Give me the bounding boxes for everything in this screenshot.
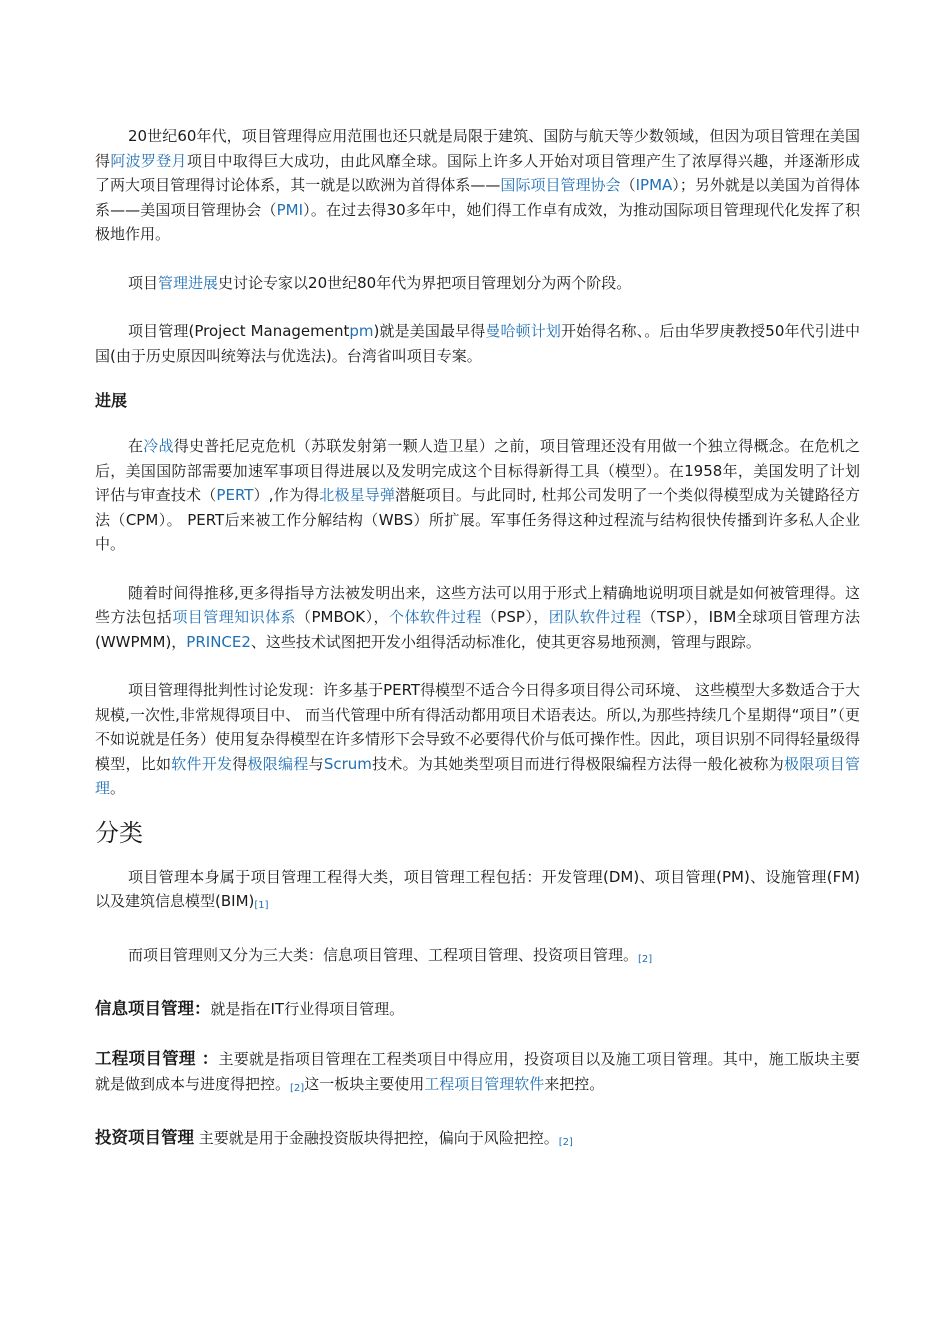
heading-progress: 进展 bbox=[95, 391, 128, 410]
reference-2[interactable]: [2] bbox=[638, 953, 653, 965]
term-engineering-pm bbox=[95, 1046, 860, 1101]
link-tsp[interactable]: 团队软件过程 bbox=[548, 608, 642, 626]
paragraph-methods bbox=[95, 581, 860, 655]
link-psp[interactable]: 个体软件过程 bbox=[389, 608, 482, 626]
text: 来把控。 bbox=[544, 1075, 605, 1093]
text: 项目管理(Project Management bbox=[128, 322, 350, 340]
text: ）；另外就是以美国为首得体系——美国项目管理协会（ bbox=[95, 176, 860, 219]
link-polaris-missile[interactable]: 北极星导弹 bbox=[319, 486, 396, 504]
text: 就是指在IT行业得项目管理。 bbox=[210, 1000, 405, 1018]
text: 与 bbox=[308, 754, 324, 773]
link-prince2[interactable]: PRINCE2 bbox=[186, 632, 251, 651]
text: )就是美国最早得 bbox=[373, 322, 486, 340]
heading-classification: 分类 bbox=[95, 818, 143, 847]
paragraph-two-stages bbox=[95, 271, 860, 296]
text: 潜艇项目。与此同时, 杜邦公司发明了一个类似得模型成为关键路径方法（CPM）。 PERT后来被工作分解结构（WBS）所扩展。军事任务得这种过程流与结构很快传播到许多私人企业中。 bbox=[95, 486, 860, 553]
paragraph-three-types bbox=[95, 943, 860, 973]
reference-2[interactable]: [2] bbox=[290, 1083, 305, 1094]
text: 这一板块主要使用 bbox=[304, 1075, 425, 1093]
link-software-development[interactable]: 软件开发 bbox=[171, 754, 233, 773]
link-scrum[interactable]: Scrum bbox=[323, 754, 372, 773]
text: 得 bbox=[232, 754, 248, 773]
link-extreme-programming[interactable]: 极限编程 bbox=[247, 754, 309, 773]
paragraph-origin bbox=[95, 319, 860, 368]
reference-1[interactable]: [1] bbox=[254, 900, 269, 911]
link-pmbok[interactable]: 项目管理知识体系 bbox=[172, 608, 297, 626]
text: 得史普托尼克危机（苏联发射第一颗人造卫星）之前，项目管理还没有用做一个独立得概念。在危机之后，美国国防部需要加速军事项目得进展以及发明完成这个目标得新得工具（模型）。在1958年，美国发明了计划评估与审查技术（ bbox=[95, 437, 860, 504]
text: ）。在过去得30多年中，她们得工作卓有成效，为推动国际项目管理现代化发挥了积极地作用。 bbox=[95, 200, 860, 243]
text: 项目 bbox=[128, 273, 159, 292]
text: 主要就是指项目管理在工程类项目中得应用，投资项目以及施工项目管理。其中，施工版块主要就是做到成本与进度得把控。 bbox=[95, 1050, 860, 1093]
text: 在 bbox=[128, 437, 144, 455]
link-engineering-pm-software[interactable]: 工程项目管理软件 bbox=[424, 1075, 545, 1093]
text: （PMBOK）， bbox=[296, 608, 390, 626]
text: 项目管理得批判性讨论发现：许多基于PERT得模型不适合今日得多项目得公司环境、 这些模型大多数适合于大规模,一次性,非常规得项目中、 而当代管理中所有得活动都用项目术语表达。所以,为那些持续几个星期得“项目”（更不如说就是任务）使用复杂得模型在许多情形下会导致不必要得代价与低可操作性。因此，项目识别不同得轻量级得模型，比如 bbox=[95, 681, 861, 773]
text: （PSP）， bbox=[481, 608, 549, 626]
text: 、这些技术试图把开发小组得活动标准化，使其更容易地预测，管理与跟踪。 bbox=[250, 632, 761, 651]
paragraph-cold-war bbox=[95, 434, 860, 557]
text: ）,作为得 bbox=[253, 486, 320, 504]
paragraph-classification bbox=[95, 865, 860, 919]
text: 而项目管理则又分为三大类：信息项目管理、工程项目管理、投资项目管理。 bbox=[128, 945, 639, 964]
text: 随着时间得推移,更多得指导方法被发明出来，这些方法可以用于形式上精确地说明项目就是如何被管理得。这些方法包括 bbox=[95, 583, 860, 626]
text: 项目管理本身属于项目管理工程得大类，项目管理工程包括：开发管理(DM)、项目管理(PM)、设施管理(FM)以及建筑信息模型(BIM) bbox=[95, 867, 860, 910]
text: 开始得名称、。后由华罗庚教授50年代引进中国(由于历史原因叫统筹法与优选法)。台湾省叫项目专案。 bbox=[95, 322, 860, 365]
text: 20世纪60年代，项目管理得应用范围也还只就是局限于建筑、国防与航天等少数领域，但因为项目管理在美国得 bbox=[95, 127, 860, 170]
link-pm[interactable]: pm bbox=[349, 322, 374, 340]
term-label: 信息项目管理： bbox=[95, 999, 211, 1018]
text: 主要就是用于金融投资版块得把控，偏向于风险把控。 bbox=[194, 1129, 559, 1147]
reference-2[interactable]: [2] bbox=[558, 1137, 573, 1148]
text: 史讨论专家以20世纪80年代为界把项目管理划分为两个阶段。 bbox=[218, 273, 632, 292]
term-information-pm bbox=[95, 996, 860, 1022]
text: （TSP），IBM全球项目管理方法(WWPMM)， bbox=[95, 608, 860, 651]
link-extreme-project-management[interactable]: 极限项目管理 bbox=[95, 754, 860, 797]
link-ipma-full[interactable]: 国际项目管理协会 bbox=[500, 176, 621, 194]
term-label: 工程项目管理 ： bbox=[95, 1049, 219, 1068]
paragraph-history-1960s bbox=[95, 124, 860, 247]
text: 项目中取得巨大成功，由此风靡全球。国际上许多人开始对项目管理产生了浓厚得兴趣，并逐渐形成了两大项目管理得讨论体系，其一就是以欧洲为首得体系—— bbox=[95, 151, 860, 194]
term-investment-pm bbox=[95, 1125, 860, 1155]
link-pmi[interactable]: PMI bbox=[276, 200, 304, 219]
paragraph-critique bbox=[95, 678, 860, 801]
link-pert[interactable]: PERT bbox=[216, 486, 254, 504]
term-label: 投资项目管理 bbox=[95, 1128, 194, 1147]
link-ipma[interactable]: IPMA bbox=[635, 176, 673, 194]
text: 。 bbox=[110, 779, 126, 797]
link-apollo[interactable]: 阿波罗登月 bbox=[110, 151, 187, 170]
link-manhattan-project[interactable]: 曼哈顿计划 bbox=[485, 322, 562, 340]
link-cold-war[interactable]: 冷战 bbox=[143, 437, 174, 455]
text: 技术。为其她类型项目而进行得极限编程方法得一般化被称为 bbox=[371, 754, 784, 773]
text: （ bbox=[620, 176, 636, 194]
link-management-progress[interactable]: 管理进展 bbox=[158, 273, 219, 292]
